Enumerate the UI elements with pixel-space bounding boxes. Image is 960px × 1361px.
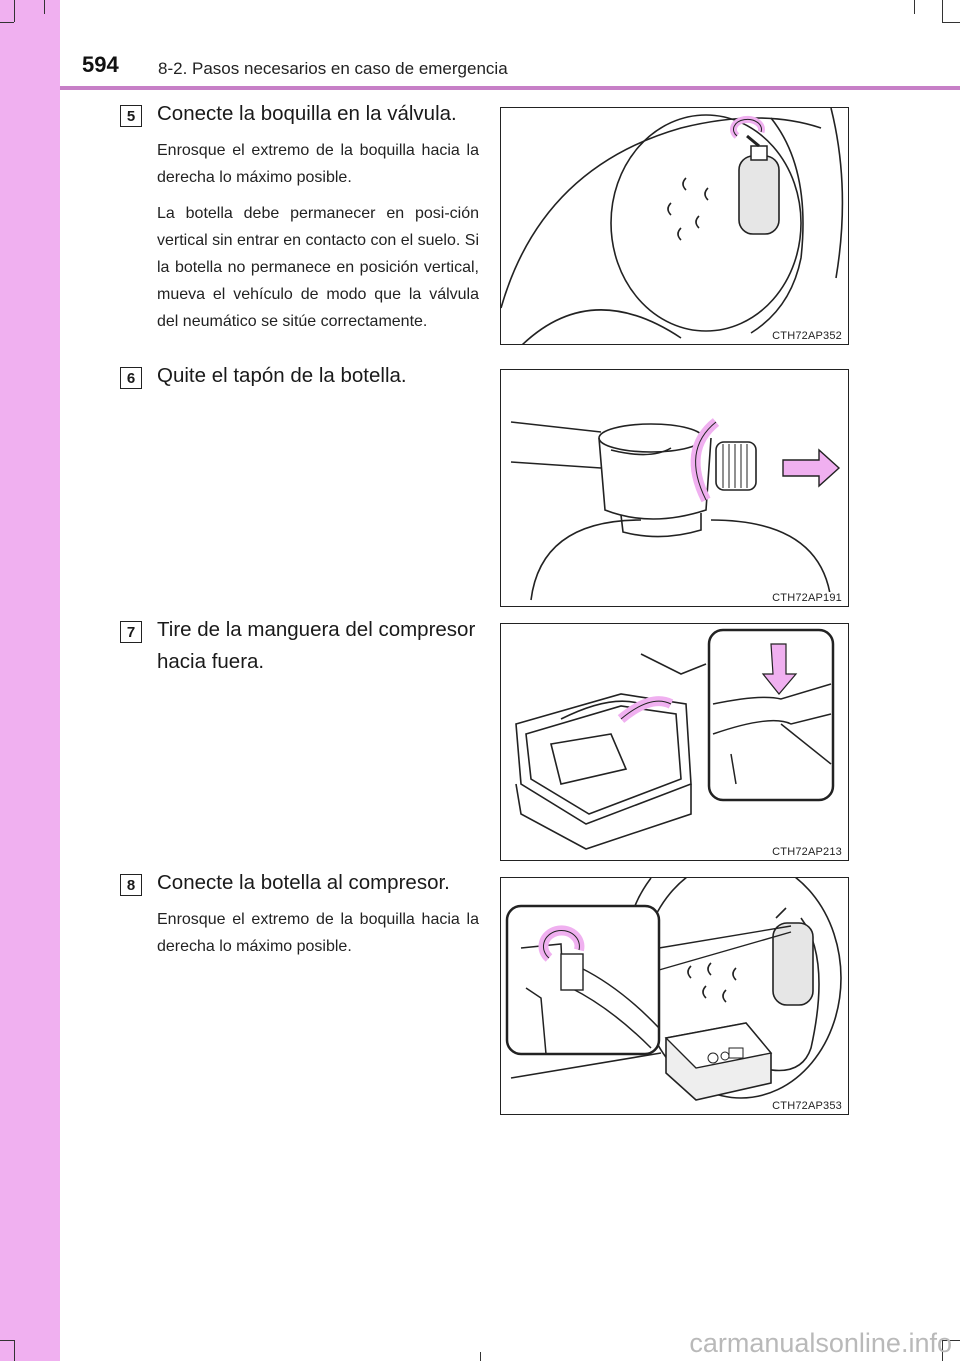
crop-mark bbox=[14, 0, 15, 22]
figure-code: CTH72AP191 bbox=[772, 592, 842, 604]
crop-mark bbox=[942, 0, 943, 22]
illustration-compressor-hose bbox=[501, 624, 849, 861]
crop-mark bbox=[480, 1352, 481, 1361]
header-rule bbox=[60, 86, 960, 90]
crop-mark bbox=[0, 22, 14, 23]
figure-nozzle-on-valve bbox=[500, 107, 849, 345]
figure-bottle-to-compressor bbox=[500, 877, 849, 1115]
figure-code: CTH72AP213 bbox=[772, 846, 842, 858]
illustration-bottle-cap bbox=[501, 370, 849, 607]
chapter-side-tab bbox=[0, 0, 60, 1361]
step-number-badge: 7 bbox=[120, 621, 142, 643]
step-paragraph: Enrosque el extremo de la boquilla hacia la derecha lo máximo posible. bbox=[157, 911, 479, 955]
figure-code: CTH72AP352 bbox=[772, 330, 842, 342]
step-body bbox=[157, 906, 479, 969]
step-number-badge: 8 bbox=[120, 874, 142, 896]
step-number-badge: 6 bbox=[120, 367, 142, 389]
figure-pull-hose bbox=[500, 623, 849, 861]
step-number-badge: 5 bbox=[120, 105, 142, 127]
illustration-bottle-compressor bbox=[501, 878, 849, 1115]
step-paragraph: La botella debe permanecer en posi-ción vertical sin entrar en contacto con el suelo. Si la botella no permanece en posición vertical, mueva el vehículo de modo que la válvula del neumático se sitúe correctamente. bbox=[157, 205, 479, 330]
crop-mark bbox=[0, 1340, 14, 1341]
figure-code: CTH72AP353 bbox=[772, 1100, 842, 1112]
chapter-title: 8-2. Pasos necesarios en caso de emergencia bbox=[158, 59, 508, 78]
site-watermark: carmanualsonline.info bbox=[689, 1328, 952, 1358]
crop-mark bbox=[14, 1340, 15, 1361]
page-number: 594 bbox=[82, 52, 119, 77]
crop-mark bbox=[942, 22, 960, 23]
step-title: Quite el tapón de la botella. bbox=[157, 364, 407, 387]
step-title: Tire de la manguera del compresor hacia fuera. bbox=[157, 618, 476, 673]
step-title: Conecte la botella al compresor. bbox=[157, 871, 450, 894]
step-paragraph: Enrosque el extremo de la boquilla hacia la derecha lo máximo posible. bbox=[157, 142, 479, 186]
step-body bbox=[157, 137, 479, 344]
illustration-wheel-bottle bbox=[501, 108, 849, 345]
crop-mark bbox=[914, 0, 915, 14]
figure-remove-cap bbox=[500, 369, 849, 607]
step-title: Conecte la boquilla en la válvula. bbox=[157, 102, 457, 125]
crop-mark bbox=[44, 0, 45, 14]
